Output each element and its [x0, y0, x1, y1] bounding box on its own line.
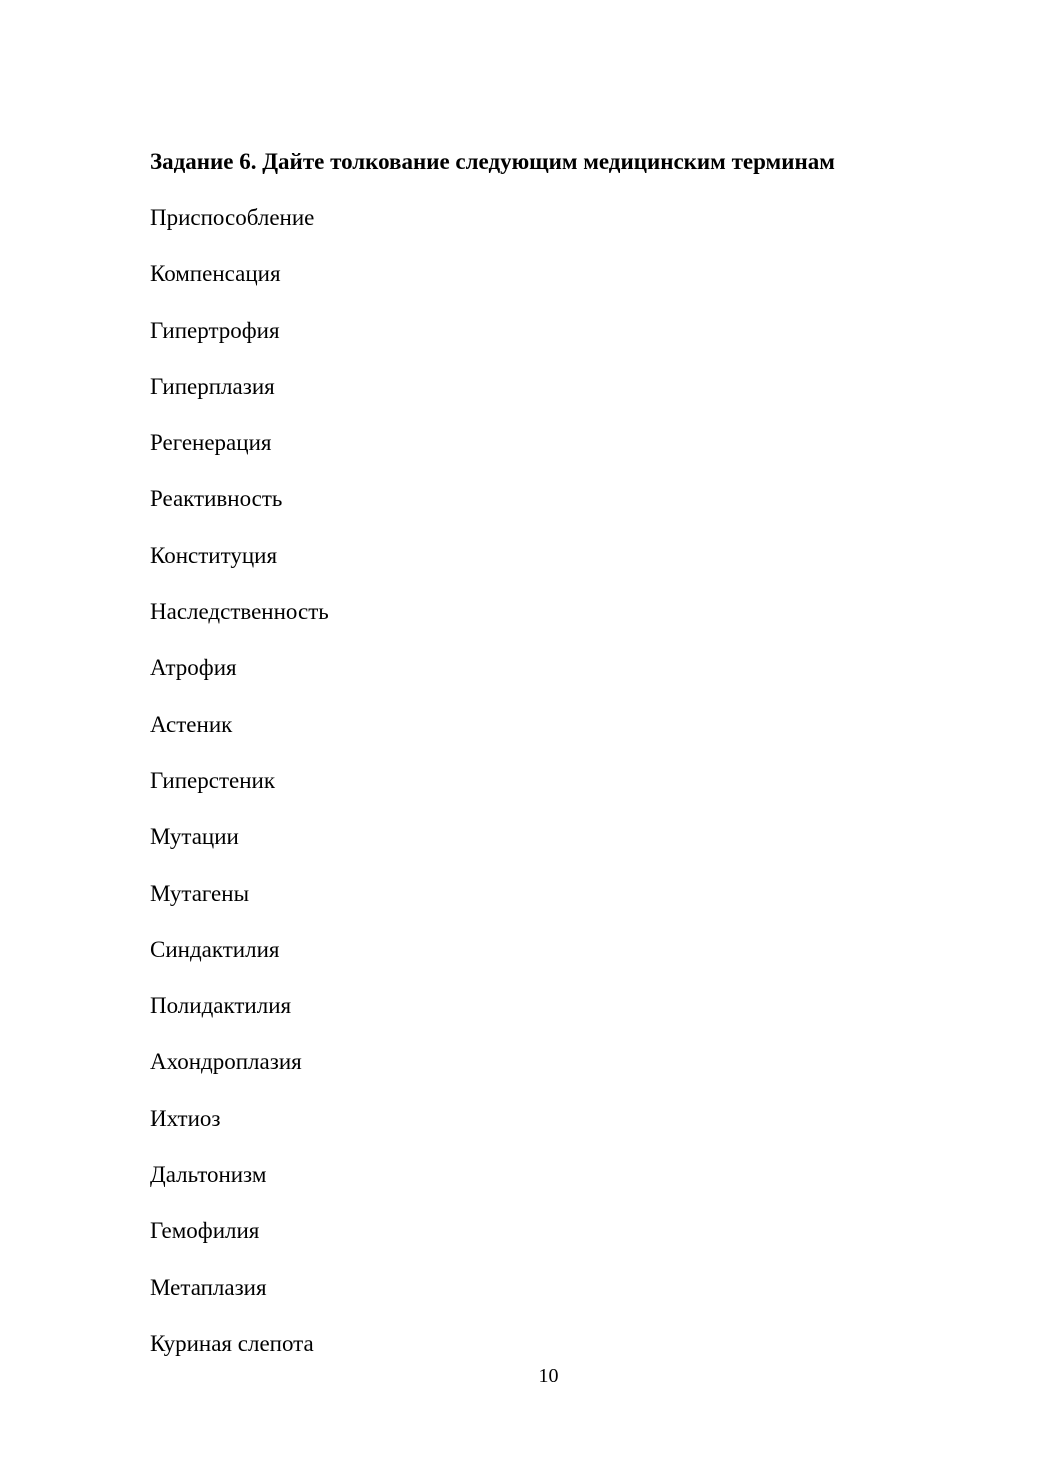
- term-item: Реактивность: [150, 486, 283, 512]
- term-item: Дальтонизм: [150, 1162, 267, 1188]
- page-number: 10: [538, 1365, 559, 1387]
- term-list: [150, 202, 329, 1384]
- term-item: Полидактилия: [150, 993, 292, 1019]
- term-item: Гиперплазия: [150, 373, 275, 399]
- term-item: Регенерация: [150, 430, 272, 456]
- term-item: Метаплазия: [150, 1274, 267, 1300]
- term-item: Компенсация: [150, 261, 281, 287]
- task-heading: Задание 6. Дайте толкование следующим медицинским терминам: [150, 149, 835, 174]
- term-item: Наследственность: [150, 599, 329, 625]
- term-item: Гемофилия: [150, 1218, 260, 1244]
- term-item: Куриная слепота: [150, 1330, 314, 1356]
- term-item: Конституция: [150, 542, 278, 568]
- term-item: Ахондроплазия: [150, 1049, 302, 1075]
- term-item: Синдактилия: [150, 936, 280, 962]
- term-item: Гиперстеник: [150, 767, 276, 793]
- term-item: Ихтиоз: [150, 1105, 221, 1131]
- term-item: Мутагены: [150, 880, 250, 906]
- term-item: Мутации: [150, 824, 239, 850]
- term-item: Астеник: [150, 711, 233, 737]
- term-item: Атрофия: [150, 655, 237, 681]
- term-item: Приспособление: [150, 205, 315, 230]
- term-item: Гипертрофия: [150, 317, 280, 343]
